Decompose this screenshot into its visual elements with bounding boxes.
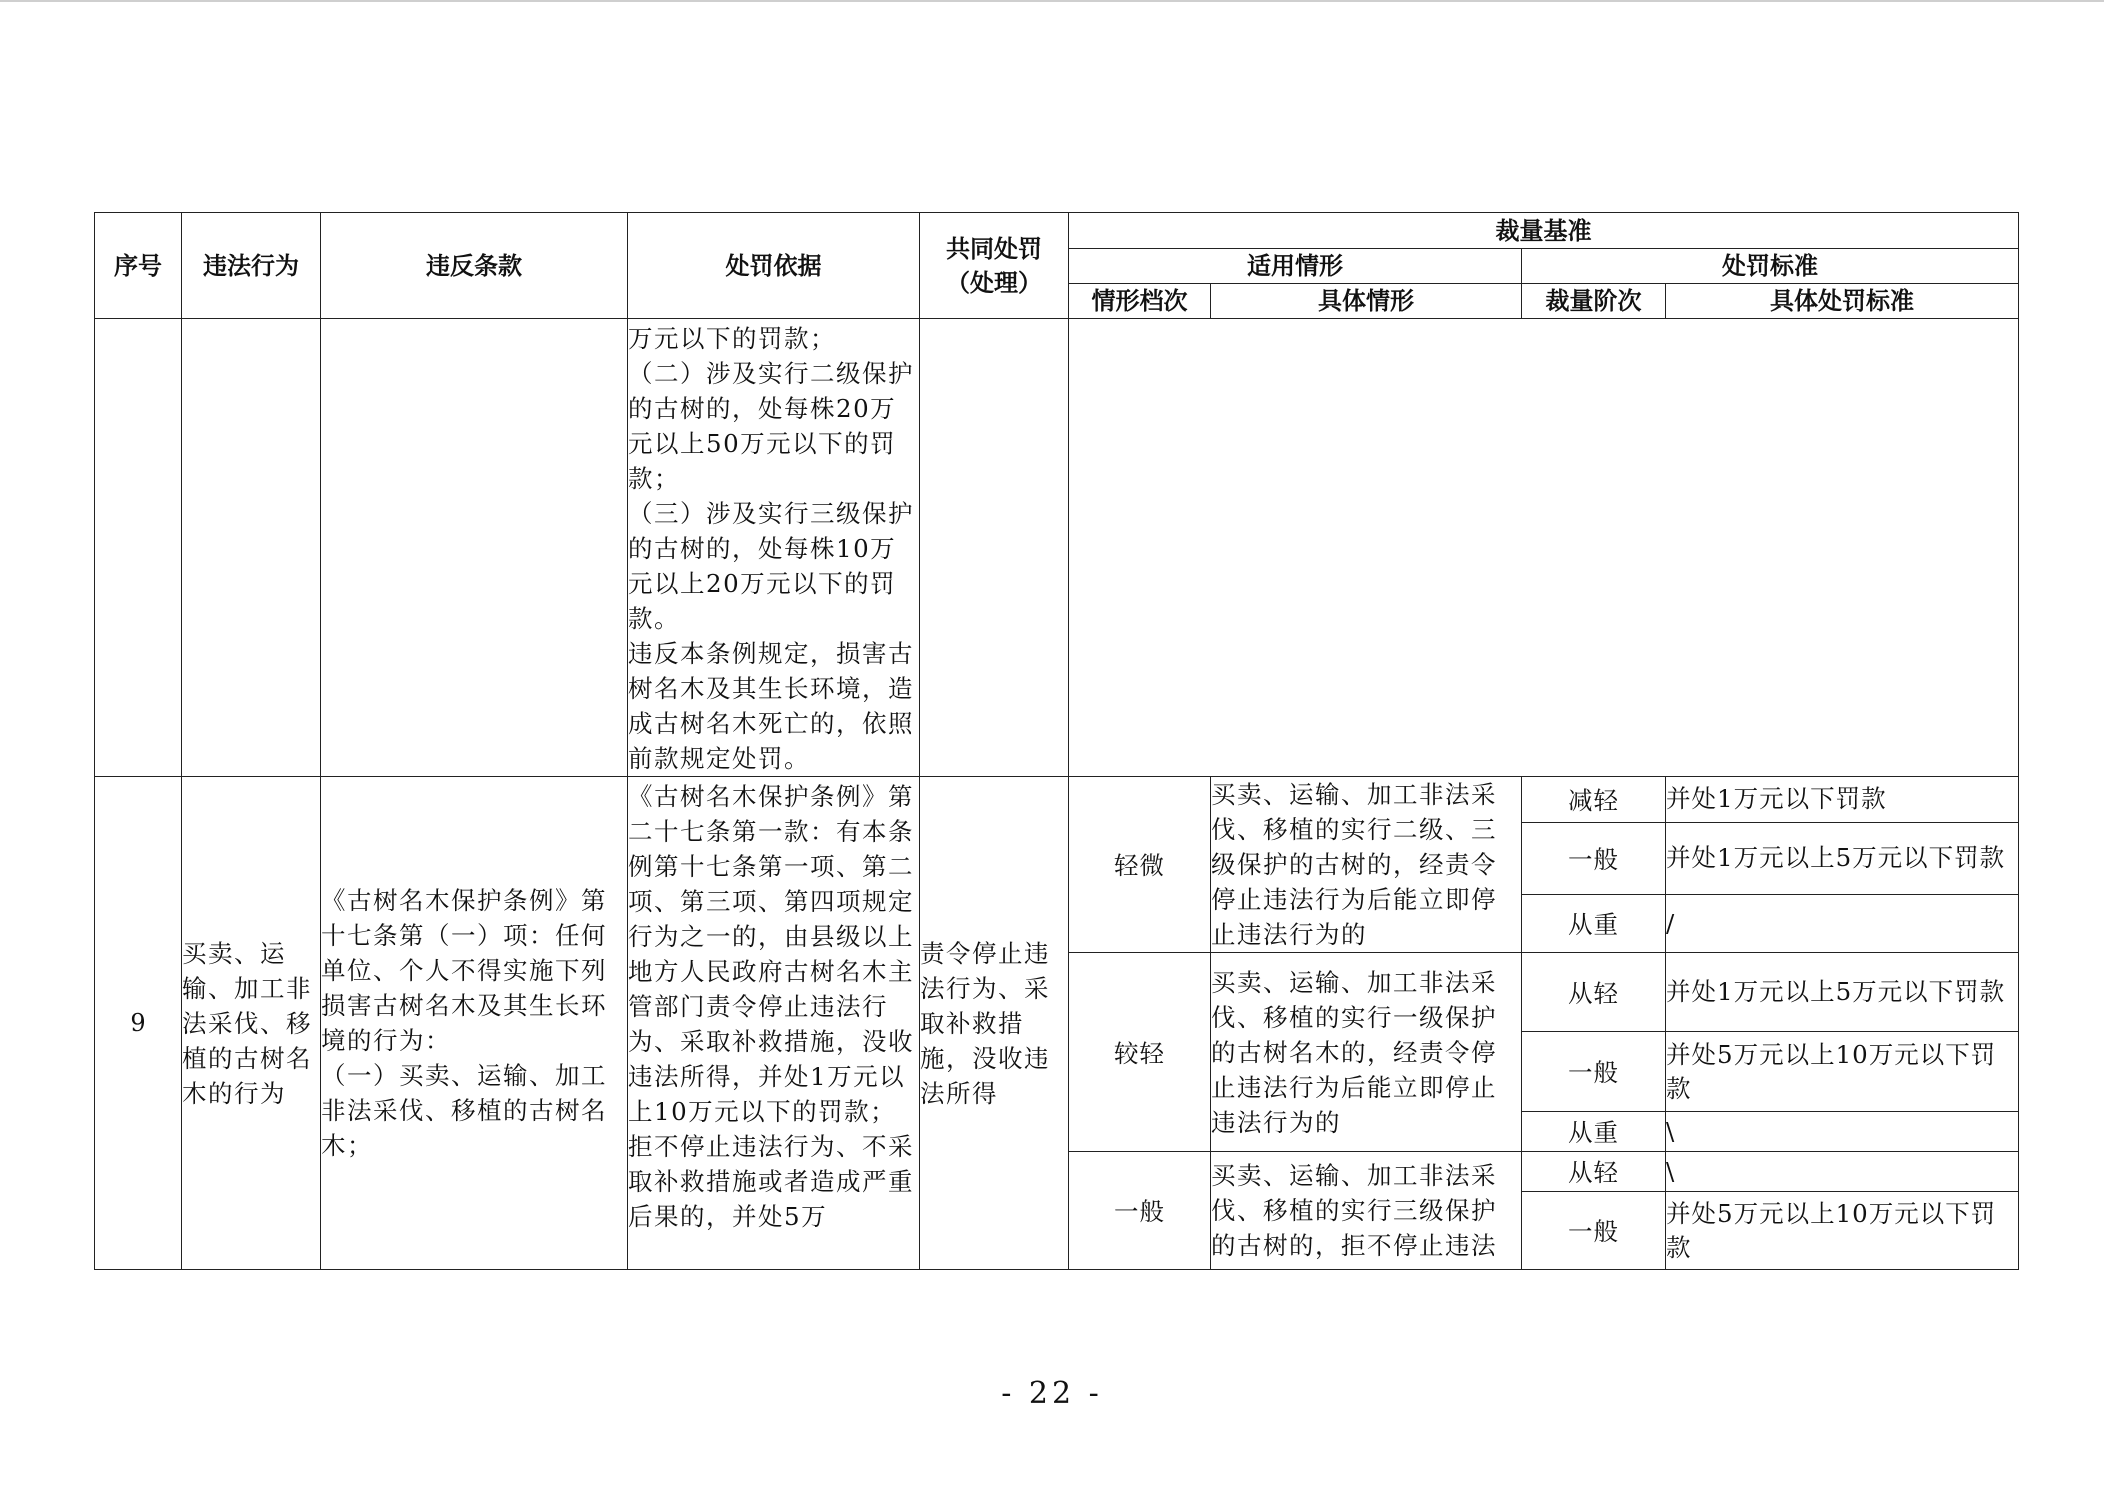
page-top-rule	[0, 0, 2104, 2]
header-applicable: 适用情形	[1069, 249, 1522, 284]
tier-cell: 从重	[1522, 1112, 1666, 1152]
header-discretion: 裁量基准	[1069, 213, 2019, 249]
cell-empty-violation	[182, 319, 321, 777]
standard-cell: 并处5万元以上10万元以下罚款	[1666, 1192, 2019, 1270]
level-cell: 一般	[1069, 1152, 1211, 1270]
row9-provision	[321, 777, 628, 1270]
row9-joint: 责令停止违法行为、采取补救措施，没收违法所得	[920, 777, 1069, 1270]
header-specific-standard: 具体处罚标准	[1666, 284, 2019, 319]
table-row	[95, 777, 2019, 823]
standard-cell: 并处1万元以上5万元以下罚款	[1666, 953, 2019, 1032]
header-tier: 裁量阶次	[1522, 284, 1666, 319]
level-cell: 较轻	[1069, 953, 1211, 1152]
row9-basis: 《古树名木保护条例》第二十七条第一款：有本条例第十七条第一项、第二项、第三项、第四项规定行为之一的，由县级以上地方人民政府古树名木主管部门责令停止违法行为、采取补救措施，没收违法所得，并处1万元以上10万元以下的罚款；拒不停止违法行为、不采取补救措施或者造成严重后果的，并处5万	[628, 777, 920, 1270]
situation-cell: 买卖、运输、加工非法采伐、移植的实行一级保护的古树名木的，经责令停止违法行为后能立即停止违法行为的	[1211, 953, 1522, 1152]
cell-empty-discretion	[1069, 319, 2019, 777]
page-number: - 22 -	[1001, 1376, 1103, 1411]
tier-cell: 从轻	[1522, 953, 1666, 1032]
tier-cell: 从重	[1522, 895, 1666, 953]
header-basis: 处罚依据	[628, 213, 920, 319]
tier-cell: 一般	[1522, 822, 1666, 894]
tier-cell: 减轻	[1522, 777, 1666, 823]
header-joint: 共同处罚（处理）	[920, 213, 1069, 319]
basis-paragraph: （三）涉及实行三级保护的古树的，处每株10万元以上20万元以下的罚款。	[628, 499, 914, 633]
standard-cell: \	[1666, 1112, 2019, 1152]
basis-paragraph: 违反本条例规定，损害古树名木及其生长环境，造成古树名木死亡的，依照前款规定处罚。	[628, 639, 914, 773]
standard-cell: \	[1666, 1152, 2019, 1192]
situation-cell: 买卖、运输、加工非法采伐、移植的实行二级、三级保护的古树的，经责令停止违法行为后能立即停止违法行为的	[1211, 777, 1522, 953]
header-violation: 违法行为	[182, 213, 321, 319]
cell-empty-seq	[95, 319, 182, 777]
level-cell: 轻微	[1069, 777, 1211, 953]
standard-cell: 并处1万元以上5万元以下罚款	[1666, 822, 2019, 894]
header-standard: 处罚标准	[1522, 249, 2019, 284]
tier-cell: 一般	[1522, 1192, 1666, 1270]
header-seq: 序号	[95, 213, 182, 319]
situation-cell: 买卖、运输、加工非法采伐、移植的实行三级保护的古树的，拒不停止违法	[1211, 1152, 1522, 1270]
provision-paragraph: 《古树名木保护条例》第十七条第（一）项：任何单位、个人不得实施下列损害古树名木及其生长环境的行为：	[321, 886, 607, 1055]
provision-paragraph: （一）买卖、运输、加工非法采伐、移植的古树名木；	[321, 1061, 607, 1160]
header-level: 情形档次	[1069, 284, 1211, 319]
header-situation: 具体情形	[1211, 284, 1522, 319]
tier-cell: 从轻	[1522, 1152, 1666, 1192]
table-row-continued	[95, 319, 2019, 777]
standard-cell: /	[1666, 895, 2019, 953]
row9-violation: 买卖、运输、加工非法采伐、移植的古树名木的行为	[182, 777, 321, 1270]
standard-cell: 并处5万元以上10万元以下罚款	[1666, 1032, 2019, 1112]
standard-cell: 并处1万元以下罚款	[1666, 777, 2019, 823]
cell-continued-basis	[628, 319, 920, 777]
basis-paragraph: 万元以下的罚款；	[628, 324, 836, 353]
cell-empty-joint	[920, 319, 1069, 777]
cell-empty-provision	[321, 319, 628, 777]
basis-paragraph: （二）涉及实行二级保护的古树的，处每株20万元以上50万元以下的罚款；	[628, 359, 914, 493]
discretion-standard-table	[94, 212, 2019, 1270]
header-provision: 违反条款	[321, 213, 628, 319]
row9-seq: 9	[95, 777, 182, 1270]
tier-cell: 一般	[1522, 1032, 1666, 1112]
